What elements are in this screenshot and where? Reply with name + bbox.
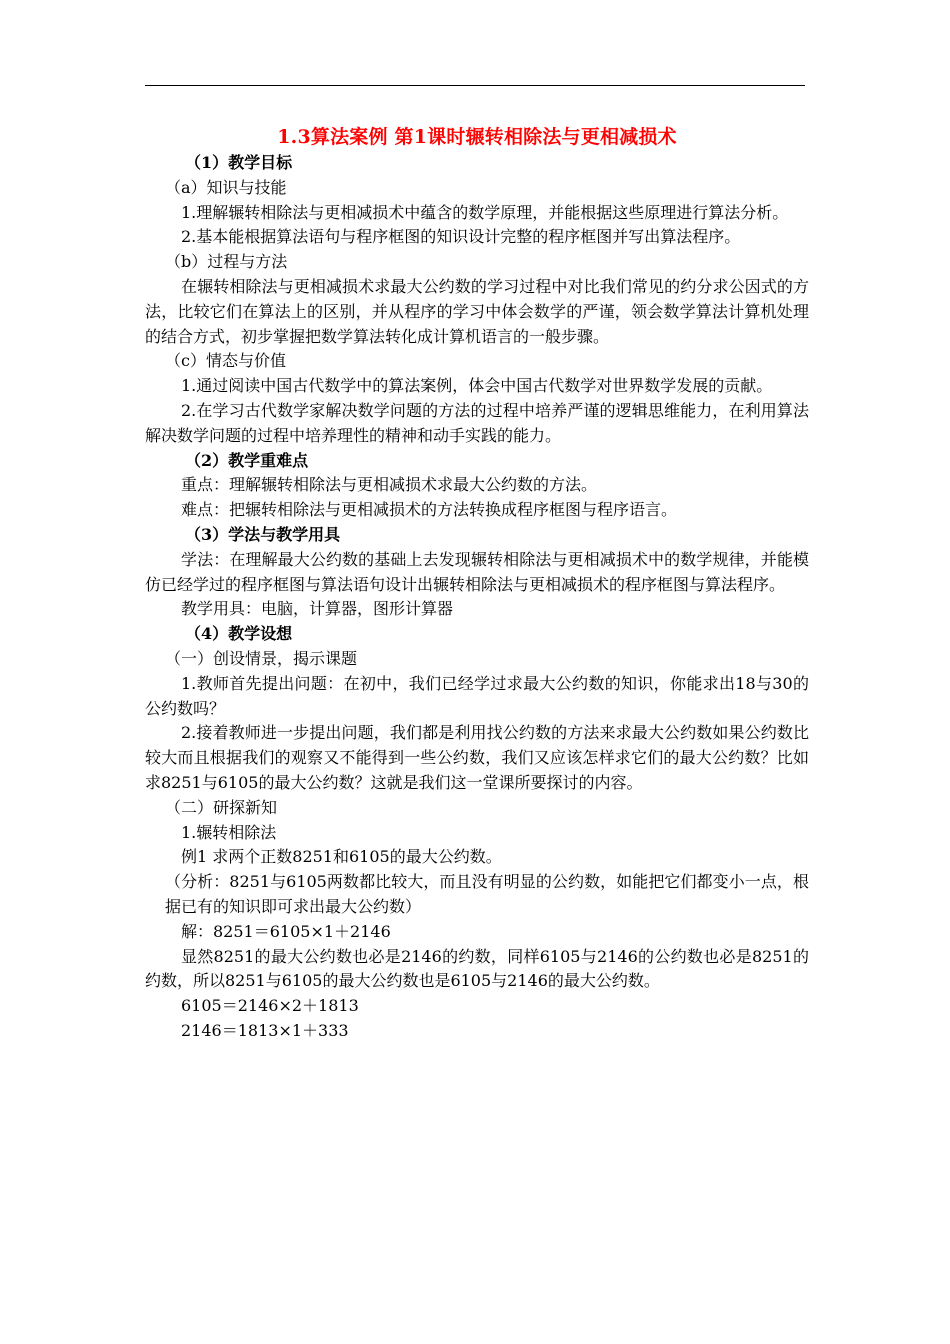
- section-heading: （2）教学重难点: [185, 450, 309, 470]
- section-heading: （3）学法与教学用具: [185, 524, 341, 544]
- section-heading: （4）教学设想: [185, 624, 293, 644]
- paragraph: 难点：把辗转相除法与更相减损术的方法转换成程序框图与程序语言。: [181, 500, 678, 520]
- paragraph: 显然8251的最大公约数也必是2146的约数，同样6105与2146的公约数也必是8251的约数，所以8251与6105的最大公约数也是6105与2146的最大公约数。: [145, 946, 809, 991]
- paragraph: 1.通过阅读中国古代数学中的算法案例，体会中国古代数学对世界数学发展的贡献。: [181, 376, 773, 396]
- paragraph: 例1 求两个正数8251和6105的最大公约数。: [181, 847, 502, 867]
- paragraph: 教学用具：电脑，计算器，图形计算器: [181, 599, 454, 619]
- paragraph: 1.教师首先提出问题：在初中，我们已经学过求最大公约数的知识，你能求出18与30的公约数吗？: [145, 673, 809, 718]
- document-title: 1.3算法案例 第1课时辗转相除法与更相减损术: [277, 126, 677, 148]
- paragraph: 1.理解辗转相除法与更相减损术中蕴含的数学原理，并能根据这些原理进行算法分析。: [181, 202, 789, 222]
- paragraph: （分析：8251与6105两数都比较大，而且没有明显的公约数，如能把它们都变小一点，根据已有的知识即可求出最大公约数）: [165, 872, 809, 916]
- paragraph: （a）知识与技能: [165, 177, 287, 197]
- paragraph: （二）研探新知: [165, 797, 278, 817]
- paragraph: 2.在学习古代数学家解决数学问题的方法的过程中培养严谨的逻辑思维能力，在利用算法解决数学问题的过程中培养理性的精神和动手实践的能力。: [145, 400, 809, 445]
- paragraph-list: [145, 151, 809, 1044]
- paragraph: 2146＝1813×1＋333: [181, 1020, 349, 1040]
- paragraph: 2.基本能根据算法语句与程序框图的知识设计完整的程序框图并写出算法程序。: [181, 227, 741, 247]
- paragraph: （b）过程与方法: [165, 252, 288, 272]
- document-body: [145, 123, 809, 1044]
- paragraph: 2.接着教师进一步提出问题，我们都是利用找公约数的方法来求最大公约数如果公约数比较大而且根据我们的观察又不能得到一些公约数，我们又应该怎样求它们的最大公约数？比如求8251与6105的最大公约数？这就是我们这一堂课所要探讨的内容。: [145, 723, 809, 792]
- section-heading: （1）教学目标: [185, 153, 293, 172]
- paragraph: （c）情态与价值: [165, 351, 286, 371]
- paragraph: 1.辗转相除法: [181, 822, 277, 842]
- paragraph: 解：8251＝6105×1＋2146: [181, 921, 391, 941]
- paragraph: 学法：在理解最大公约数的基础上去发现辗转相除法与更相减损术中的数学规律，并能模仿已经学过的程序框图与算法语句设计出辗转相除法与更相减损术的程序框图与算法程序。: [145, 549, 809, 594]
- paragraph: 6105＝2146×2＋1813: [181, 996, 359, 1016]
- header-rule: [145, 85, 805, 86]
- paragraph: 重点：理解辗转相除法与更相减损术求最大公约数的方法。: [181, 475, 598, 495]
- paragraph: 在辗转相除法与更相减损术求最大公约数的学习过程中对比我们常见的约分求公因式的方法，比较它们在算法上的区别，并从程序的学习中体会数学的严谨，领会数学算法计算机处理的结合方式，初步掌握把数学算法转化成计算机语言的一般步骤。: [145, 276, 809, 346]
- paragraph: （一）创设情景，揭示课题: [165, 648, 358, 668]
